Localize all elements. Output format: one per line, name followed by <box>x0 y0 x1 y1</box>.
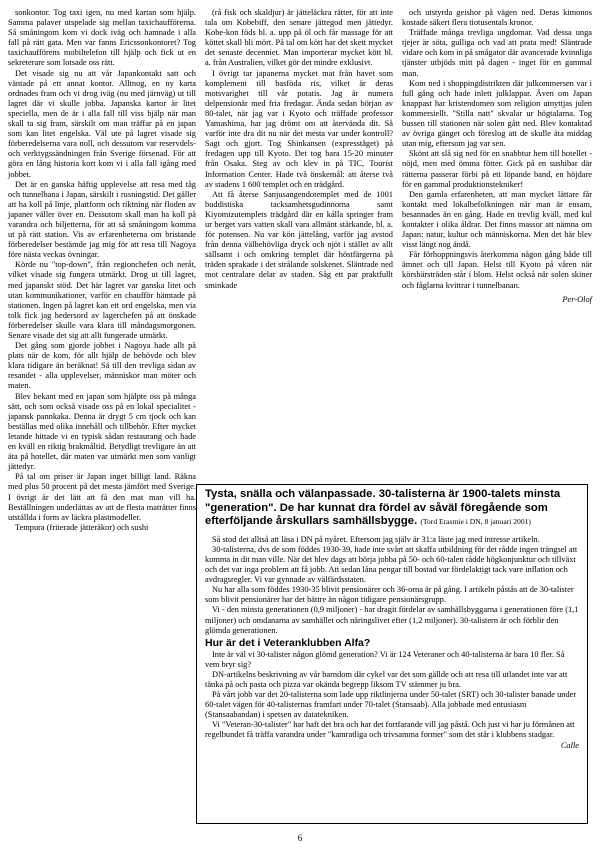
paragraph: På tal om priser är Japan inget billigt land. Räkna med plus 50 procent på det mesta jämfört med Sverige. I övrigt är det lätt att få den mat man vill ha. Beställningen underlättas av att de flesta maträtter finns utställda i form av läckra plastmodeller. <box>8 472 196 522</box>
paragraph: I övrigt tar japanerna mycket mat från havet som komplement till basföda ris, vilket är deras motsvarighet till vår potatis. Jag är numera delpensionär med fria fredagar. Ända sedan början av 80-talet, när jag var i Kyoto och träffade professor Yamashima, har jag drömt om att återvända dit. Så varför inte dra dit nu när det mesta var under kontroll? Sagt och gjort. Tog Shinkansen (expresståget) på fredagen upp till Kyoto. Det tog bara 15-20 minuter från Osaka. Steg av och klev in på TIC, Tourist Information Center. Hade två önskemål: att återse två av stadens 1 600 templet och en trädgård. <box>205 68 393 189</box>
paragraph: och utstyrda geishor på vägen ned. Deras kimonos kostade säkert flera tiotusentals kronor. <box>402 8 592 28</box>
boxed-article-paragraphs <box>205 535 579 636</box>
headline-text: Tysta, snälla och välanpassade. 30-talisterna är 1900-talets minsta "generation". De har kunnat dra fördel av såväl föregående som efterföljande årskullars samhällsbygge. <box>205 488 561 528</box>
paragraph: Träffade många trevliga ungdomar. Vad dessa unga tjejer är söta, gulliga och vad att prata med! Släntrade vidare och kom in på smågator där avancerade kvinnliga tjänster utbjöds mitt på dagen - inget för en gammal man. <box>402 28 592 78</box>
boxed-article <box>196 484 588 824</box>
paragraph: DN-artikelns beskrivning av vår barndom där cykel var det som gällde och att resa till utlandet inte var att tänka på och pasta och pizza var okända begrepp liksom TV stämmer ju bra. <box>205 669 568 689</box>
paragraph: Inte är väl vi 30-talister någon glömd generation? Vi är 124 Veteraner och 40-talisterna är bara 10 fler. Så vem bryr sig? <box>205 649 565 669</box>
paragraph: Får förhoppningsvis återkomma någon gång både till ämnet och till Japan. Helst till Kyoto på våren när körsbärsträden står i blom. Helst också när solen skiner och fåglarna kvittrar i tunnelbanan. <box>402 250 592 290</box>
paragraph: Vi - den minsta generationen (0,9 miljoner) - har dragit fördelar av samhällsbyggarna i generationen före (1,1 miljoner) och omdanarna av samhället och näringslivet efter (1,2 miljoner). 30-talistern är och förblir den glömda generationen. <box>205 605 579 635</box>
paragraph: Det gång som gjorde jobbet i Nagoya hade allt på plats när de kom, för allt hjälp de behövde och blev klara tidigare än beräknat! Så till den trevliga sidan av resandet - alla upplevelser, människor man möter och maten. <box>8 341 196 391</box>
headline-source: (Tord Erasmie i DN, 8 januari 2001) <box>420 517 531 527</box>
paragraph: På vårt jobb var det 20-talisterna som lade upp riktlinjerna under 50-talet (SRT) och 30-talister banade under 60-talet vägen för 40-talisternas framfart under 70-talet (Stansaab). Alla jobbade med entusiasm (Stansaabandan) i spetsen av datatekniken. <box>205 690 577 720</box>
boxed-article-signature: Calle <box>560 740 579 750</box>
article-column-1 <box>8 8 196 533</box>
article-column-2 <box>205 8 393 291</box>
paragraph: Blev bekant med en japan som hjälpte oss på många sätt, och som också visade oss på en lokal specialitet - japansk pannkaka. Denna är drygt 5 cm tjock och kan beställas med olika innehåll och tillbehör. Efter mycket letande hittade vi en typisk sådan restaurang och hade en kväll en riktig brakmåltid. Betydligt trevligare än att äta på hotellet, där maten var utmärkt men som vanligt jättedyr. <box>8 391 196 472</box>
article-column-3 <box>402 8 592 305</box>
paragraph: Att få återse Sanjusangendotemplet med de 1001 buddistiska tacksamhetsgudinnorna samt Kiyomizutemplets trädgård där en källa springer fram ur berget vars vatten skall vara allmänt stärkande, bl. a. för potensen. Nu var kön jättelång, varför jag avstod från denna välbehövliga dryck och njöt i stället av allt sällsamt i och omkring templet där höstfärgerna på träden sprakade i det strålande solskenet. Släntrade ned mot centralare delar av staden. Såg ett par praktfullt sminkade <box>205 189 393 290</box>
paragraph: Körde nu "top-down", från regionchefen och neråt, vilket visade sig fungera utmärkt. Drog ut till lagret, med japanskt stöd. Det här lagret var ganska litet och utan kommunikationer, varför en chaufför hämtade på stationen. Ingen på lagret kan ett ord engelska, men via tolk fick jag hedersord av lagerchefen på att önskade förberedelser skulle vara klara till måndagsmorgonen. Senare visade det sig att allt fungerade utmärkt. <box>8 260 196 340</box>
column-3-paragraphs <box>402 8 592 291</box>
boxed-article-subheading: Hur är det i Veteranklubben Alfa? <box>205 636 371 649</box>
paragraph: Tempura (friterade jätteräkor) och sushi <box>15 522 149 532</box>
paragraph: Kom ned i shoppingdistrikten där julkommersen var i full gång och hade inlett julklappar. Även om Japan knappast har kristendomen som religion utnyttjas julen kommersiellt. "Stilla natt" skvalar ur högtalarna. Tog bussen till stationen när solen gått ned. Blev kontaktad av övriga gänget och föreslog att de skulle äta middag utan mig, eftersom jag var sen. <box>402 78 592 149</box>
paragraph: Det är en ganska häftig upplevelse att resa med tåg och tunnelbana i Japan, särskilt i rusningstid. Det gäller att ha koll på linje, plattform och riktning när floden av japaner väller över en. Dessutom skall man ha koll på varandra och biljetterna, för att så småningom komma ut på rätt station. Vis av erfarenheterna om bristande förberedelser bestämde jag mig för att resa till Nagoya före nästa veckas övningar. <box>8 179 196 260</box>
page-number: 6 <box>297 833 303 843</box>
paragraph: Den gamla erfarenheten, att man mycket lättare får kontakt med lokalbefolkningen när man är ensam, besannades än en gång. Hade en trevlig kväll, med kul kontakter i olika åldrar. Det finns massor att nämna om Japan: natur, kultur och människorna. Men det här blev visst längt nog ändå. <box>402 189 592 250</box>
paragraph: 30-talisterna, dvs de som föddes 1930-39, hade inte svårt att skaffa utbildning för det rådde ingen trängsel att komma in dit man ville. När det blev dags att börja jobba på 50- och 60-talen rådde högkonjunktur och tillväxt och det var inga problem att få jobb. Att sedan låna pengar till bostad var fördelaktigt tack vare inflation och avdragsregler. Vi var gynnade av välfärdsstaten. <box>205 544 578 585</box>
paragraph: (rå fisk och skaldjur) är jätteläckra rätter, för att inte tala om Kobebiff, den senare jättegod men jättedyr. Kobe-kon föds bl. a. upp på öl och får massage för att köttet skall bli mört. På tal om kött har det skett mycket det senaste decenniet. Man importerar mycket kött bl. a. från Australien, vilket gör det mindre exklusivt. <box>205 8 393 68</box>
boxed-article-paragraphs-2 <box>205 650 579 741</box>
paragraph: Vi "Veteran-30-talister" har haft det bra och har det fortfarande vill jag påstå. Och just vi har ju förmånen att regelbundet få träffa varandra under "kamratliga och trivsamma former" som det står i klubbens stadgar. <box>205 720 575 740</box>
boxed-article-headline <box>205 488 579 529</box>
author-signature: Per-Olof <box>562 294 592 304</box>
paragraph: Det visade sig nu att vår Japankontakt satt och väntade på ett annat kontor. Alltnog, en ny karta ordnades fram och vi drog iväg (nu med järnväg) ut till lagret där vi skulle jobba. Japanska kartor är litet speciella, men de är i alla fall till viss hjälp när man skall ta sig fram, särskilt om man träffar på en japan som kan litet engelska. Väl ute på lagret visade sig förberedelserna vara noll, och dessutom var reservdels- och verktygssändningen från Sverige försenad. För att göra en lång historia kort kom vi i alla fall igång med jobbet. <box>8 68 196 179</box>
paragraph: Nu har alla som föddes 1930-35 blivit pensionärer och 36-orna är på gång. I artikeln påstås att de 30-talister som blivit pensionärer har det bättre än någon tidigare pensionärsgrupp. <box>205 585 574 605</box>
paragraph: Skönt att slå sig ned för en snabbtur hem till hotellet - nöjd, men med ömma fötter. Gick på en sushibar där rätterna passerar förbi på ett löpande band, en höjdare för en gammal produktionstekniker! <box>402 149 592 189</box>
paragraph: sonkontor. Tog taxi igen, nu med kartan som hjälp. Samma palaver utspelade sig mellan taxichaufförerna. Så småningom kom vi dock iväg och hamnade i alla fall på rätt gata. Men var fanns Ericssonkontoret? Tog taxichaufförens mobiltelefon till hjälp och fick ut en sekreterare som lotsade oss rätt. <box>8 8 196 68</box>
paragraph: Så stod det alltså att läsa i DN på nyåret. Eftersom jag själv är 31:a läste jag med intresse artikeln. <box>212 534 540 544</box>
boxed-article-body <box>205 535 579 751</box>
